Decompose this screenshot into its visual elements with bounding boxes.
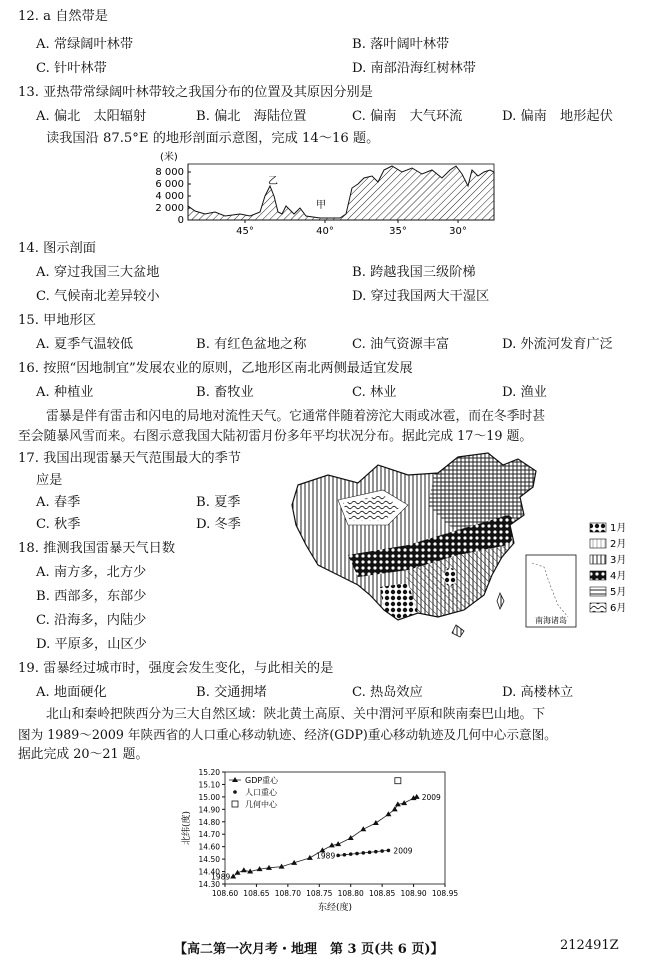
y-tick-label: 14.80 bbox=[198, 817, 220, 827]
q14-option-c: C. 气候南北差异较小 bbox=[36, 289, 160, 304]
x-tick-label: 108.90 bbox=[400, 889, 427, 898]
profile-ytick-6000: 6 000 bbox=[155, 179, 184, 190]
q16-option-c: C. 林业 bbox=[352, 385, 397, 400]
x-tick-label: 108.95 bbox=[431, 889, 459, 898]
profile-label-yi: 乙 bbox=[268, 176, 278, 187]
y-tick-label: 14.40 bbox=[198, 867, 220, 877]
centroid-chart-svg bbox=[175, 764, 485, 926]
q16-option-a: A. 种植业 bbox=[36, 385, 94, 400]
y-axis-label: 北纬(度) bbox=[182, 810, 192, 846]
y-tick-label: 14.30 bbox=[198, 880, 220, 889]
q13-option-b: B. 偏北 海陆位置 bbox=[196, 109, 307, 124]
q12-option-d: D. 南部沿海红树林带 bbox=[352, 61, 476, 76]
profile-xtick-35: 35° bbox=[389, 226, 407, 236]
map-regions bbox=[288, 445, 548, 625]
population-centroid-point bbox=[368, 850, 372, 854]
q18-option-b: B. 西部多，东部少 bbox=[36, 589, 147, 604]
gdp-centroid-point bbox=[360, 826, 366, 831]
point-label: 2009 bbox=[393, 846, 413, 856]
thunderstorm-map-svg bbox=[288, 445, 638, 645]
q12-option-c: C. 针叶林带 bbox=[36, 61, 107, 76]
legend-swatch-may bbox=[590, 587, 606, 596]
taiwan-island bbox=[497, 593, 504, 609]
q12-stem: 12. a 自然带是 bbox=[18, 9, 108, 24]
legend-label-mar: 3月 bbox=[610, 555, 627, 566]
gdp-centroid-point bbox=[335, 841, 341, 846]
legend-label: GDP重心 bbox=[245, 776, 279, 785]
q16-stem: 16. 按照“因地制宜”发展农业的原则，乙地形区南北两侧最适宜发展 bbox=[18, 361, 413, 376]
terrain-profile-figure bbox=[150, 148, 500, 236]
gdp-centroid-point bbox=[392, 806, 398, 811]
y-tick-label: 14.70 bbox=[198, 830, 220, 840]
y-tick-label: 15.10 bbox=[198, 780, 220, 790]
gdp-centroid-point bbox=[373, 820, 379, 825]
y-tick-label: 14.60 bbox=[198, 842, 220, 852]
intro-20-21-line2: 图为 1989～2009 年陕西省的人口重心移动轨迹、经济(GDP)重心移动轨迹及几何中心示意图。 bbox=[18, 727, 557, 742]
x-tick-label: 108.80 bbox=[337, 889, 364, 898]
intro-20-21-line3: 据此完成 20～21 题。 bbox=[18, 747, 149, 762]
intro-14-16: 读我国沿 87.5°E 的地形剖面示意图，完成 14～16 题。 bbox=[46, 131, 380, 146]
q18-option-d: D. 平原多，山区少 bbox=[36, 637, 147, 652]
legend-label-feb: 2月 bbox=[610, 539, 627, 550]
population-centroid-point bbox=[343, 853, 347, 857]
profile-unit: (米) bbox=[160, 152, 178, 163]
q15-option-b: B. 有红色盆地之称 bbox=[196, 337, 307, 352]
legend-marker-geometric bbox=[232, 801, 238, 807]
q14-stem: 14. 图示剖面 bbox=[18, 241, 96, 256]
q17-option-a: A. 春季 bbox=[36, 495, 81, 510]
q14-option-b: B. 跨越我国三级阶梯 bbox=[352, 265, 476, 280]
q19-option-a: A. 地面硬化 bbox=[36, 685, 107, 700]
thunderstorm-onset-map bbox=[288, 445, 638, 645]
y-tick-label: 14.50 bbox=[198, 855, 220, 865]
gdp-centroid-point bbox=[307, 855, 313, 860]
legend-label: 人口重心 bbox=[245, 788, 277, 797]
q17-option-b: B. 夏季 bbox=[196, 495, 241, 510]
legend-label-apr: 4月 bbox=[610, 571, 627, 582]
q12-option-a: A. 常绿阔叶林带 bbox=[36, 37, 134, 52]
x-tick-label: 108.70 bbox=[274, 889, 301, 898]
legend-label-jan: 1月 bbox=[610, 523, 627, 534]
intro-20-21-line1: 北山和秦岭把陕西分为三大自然区域：陕北黄土高原、关中渭河平原和陕南秦巴山地。下 bbox=[46, 707, 546, 722]
legend-swatch-apr bbox=[590, 571, 606, 580]
gdp-centroid-point bbox=[348, 835, 354, 840]
gdp-centroid-point bbox=[385, 811, 391, 816]
profile-ytick-0: 0 bbox=[177, 215, 184, 226]
q16-option-d: D. 渔业 bbox=[502, 385, 547, 400]
q19-option-d: D. 高楼林立 bbox=[502, 685, 574, 700]
q14-option-a: A. 穿过我国三大盆地 bbox=[36, 265, 160, 280]
population-centroid-point bbox=[349, 852, 353, 856]
q17-stem-line2: 应是 bbox=[36, 473, 63, 488]
q18-stem: 18. 推测我国雷暴天气日数 bbox=[18, 541, 176, 556]
q15-option-c: C. 油气资源丰富 bbox=[352, 337, 450, 352]
population-centroid-point bbox=[336, 854, 340, 858]
legend-swatch-mar bbox=[590, 555, 606, 564]
q17-stem-line1: 17. 我国出现雷暴天气范围最大的季节 bbox=[18, 451, 241, 466]
map-legend bbox=[590, 522, 626, 614]
q17-option-c: C. 秋季 bbox=[36, 517, 81, 532]
page-footer-title: 【高二第一次月考・地理 第 3 页(共 6 页)】 bbox=[174, 942, 444, 957]
q15-stem: 15. 甲地形区 bbox=[18, 313, 96, 328]
intro-17-19-line1: 雷暴是伴有雷击和闪电的局地对流性天气。它通常伴随着滂沱大雨或冰雹，而在冬季时甚 bbox=[46, 409, 546, 424]
q13-option-a: A. 偏北 太阳辐射 bbox=[36, 109, 147, 124]
terrain-profile-svg bbox=[150, 148, 500, 236]
q15-option-a: A. 夏季气温较低 bbox=[36, 337, 134, 352]
q18-option-a: A. 南方多，北方少 bbox=[36, 565, 147, 580]
gdp-centroid-point bbox=[241, 867, 247, 872]
profile-xtick-30: 30° bbox=[449, 226, 467, 236]
centroid-chart bbox=[175, 764, 485, 926]
q19-option-b: B. 交通拥堵 bbox=[196, 685, 267, 700]
population-centroid-point bbox=[387, 849, 391, 853]
legend-swatch-jan bbox=[590, 523, 606, 532]
legend-swatch-jun bbox=[590, 603, 606, 612]
y-tick-label: 15.00 bbox=[198, 792, 220, 802]
page-footer-code: 212491Z bbox=[560, 938, 619, 953]
q18-option-c: C. 沿海多，内陆少 bbox=[36, 613, 147, 628]
profile-ytick-8000: 8 000 bbox=[155, 167, 184, 178]
legend-label-jun: 6月 bbox=[610, 603, 627, 614]
geometric-center-point bbox=[395, 778, 401, 784]
q19-stem: 19. 雷暴经过城市时，强度会发生变化，与此相关的是 bbox=[18, 661, 334, 676]
x-tick-label: 108.65 bbox=[243, 889, 270, 898]
profile-ytick-2000: 2 000 bbox=[155, 203, 184, 214]
profile-xtick-40: 40° bbox=[316, 226, 334, 236]
population-centroid-point bbox=[374, 850, 378, 854]
legend-marker-population bbox=[233, 790, 237, 794]
q15-option-d: D. 外流河发育广泛 bbox=[502, 337, 613, 352]
q13-option-c: C. 偏南 大气环流 bbox=[352, 109, 463, 124]
x-tick-label: 108.60 bbox=[211, 889, 239, 898]
y-tick-label: 15.20 bbox=[198, 768, 220, 777]
q19-option-c: C. 热岛效应 bbox=[352, 685, 423, 700]
population-centroid-point bbox=[361, 851, 365, 855]
x-axis-label: 东经(度) bbox=[317, 903, 353, 913]
q13-stem: 13. 亚热带常绿阔叶林带较之我国分布的位置及其原因分别是 bbox=[18, 85, 373, 100]
hainan-island bbox=[452, 625, 464, 637]
intro-17-19-line2: 至会随暴风雪而来。右图示意我国大陆初雷月份多年平均状况分布。据此完成 17～19 题。 bbox=[18, 429, 533, 444]
population-centroid-point bbox=[380, 849, 384, 853]
q13-option-d: D. 偏南 地形起伏 bbox=[502, 109, 613, 124]
legend-label: 几何中心 bbox=[245, 800, 277, 809]
x-tick-label: 108.75 bbox=[306, 889, 333, 898]
profile-label-jia: 甲 bbox=[316, 200, 326, 211]
inset-label: 南海诸岛 bbox=[535, 616, 567, 625]
population-centroid-point bbox=[355, 852, 359, 856]
legend-label-may: 5月 bbox=[610, 587, 627, 598]
q16-option-b: B. 畜牧业 bbox=[196, 385, 254, 400]
y-tick-label: 14.90 bbox=[198, 805, 220, 815]
q12-option-b: B. 落叶阔叶林带 bbox=[352, 37, 450, 52]
gdp-centroid-point bbox=[401, 800, 407, 805]
point-label: 1989 bbox=[316, 851, 336, 861]
q17-option-d: D. 冬季 bbox=[196, 517, 241, 532]
x-tick-label: 108.85 bbox=[369, 889, 396, 898]
profile-ytick-4000: 4 000 bbox=[155, 191, 184, 202]
point-label: 2009 bbox=[421, 792, 441, 802]
profile-xtick-45: 45° bbox=[236, 226, 254, 236]
legend-marker-gdp bbox=[232, 777, 238, 782]
terrain-profile-area bbox=[188, 166, 494, 220]
point-label: 1989 bbox=[211, 872, 231, 882]
gdp-centroid-point bbox=[414, 794, 420, 799]
q14-option-d: D. 穿过我国两大干湿区 bbox=[352, 289, 490, 304]
